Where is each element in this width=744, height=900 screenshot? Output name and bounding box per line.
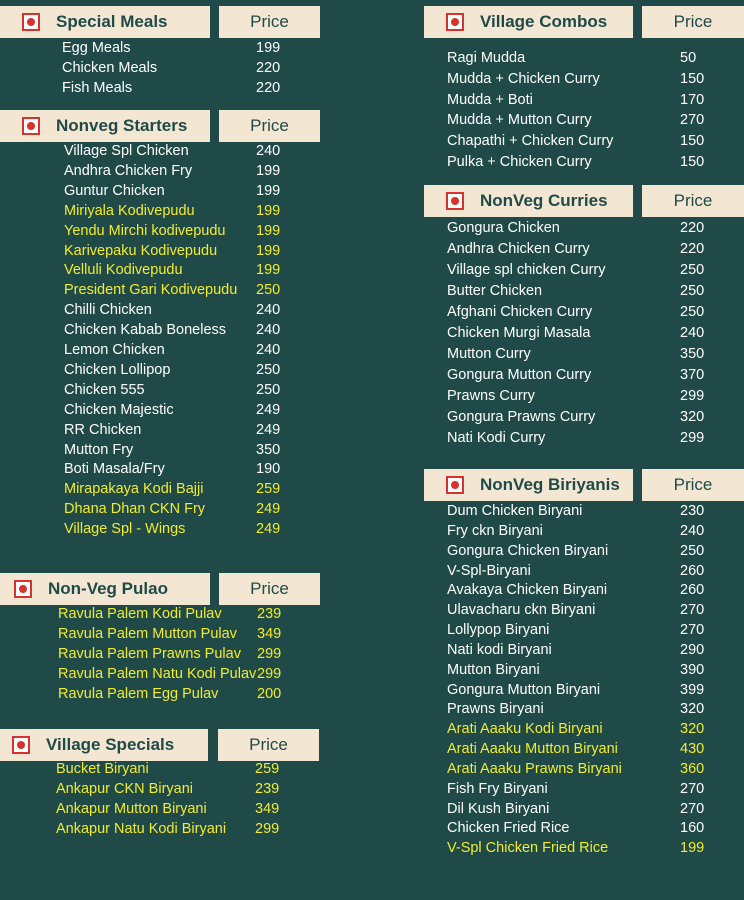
non-veg-symbol-icon bbox=[446, 13, 464, 31]
section-title: Village Combos bbox=[480, 12, 608, 31]
item-name: Dhana Dhan CKN Fry bbox=[64, 501, 206, 518]
item-price: 199 bbox=[256, 262, 281, 279]
item-price: 299 bbox=[255, 821, 280, 837]
item-name: Mutton Curry bbox=[447, 346, 531, 362]
non-veg-dot bbox=[451, 18, 459, 26]
item-name: Butter Chicken bbox=[447, 283, 543, 299]
item-price: 320 bbox=[680, 721, 705, 738]
item-name: Lollypop Biryani bbox=[447, 622, 550, 639]
item-price: 199 bbox=[256, 242, 281, 259]
item-name: Ravula Palem Egg Pulav bbox=[58, 686, 219, 702]
item-name: Gongura Chicken Biryani bbox=[447, 542, 609, 559]
item-price: 320 bbox=[680, 701, 705, 718]
item-name: Chicken Meals bbox=[62, 60, 158, 76]
item-price: 239 bbox=[257, 606, 282, 622]
item-price: 220 bbox=[256, 60, 281, 76]
section-header bbox=[0, 6, 744, 38]
item-price: 299 bbox=[680, 430, 705, 446]
item-price: 240 bbox=[256, 143, 281, 159]
item-price: 249 bbox=[256, 401, 281, 418]
price-column-header: Price bbox=[219, 573, 320, 605]
item-name: Village Spl - Wings bbox=[64, 521, 186, 538]
item-price: 249 bbox=[256, 421, 281, 438]
item-price: 250 bbox=[256, 282, 281, 299]
item-name: Prawns Biryani bbox=[447, 701, 544, 718]
non-veg-dot bbox=[451, 197, 459, 205]
item-price: 160 bbox=[680, 820, 705, 837]
item-price: 270 bbox=[680, 780, 705, 797]
item-name: Chicken Kabab Boneless bbox=[64, 322, 227, 339]
section-title-bar bbox=[0, 110, 210, 142]
item-name: Ankapur Natu Kodi Biryani bbox=[56, 821, 227, 837]
item-name: Fish Meals bbox=[62, 80, 133, 96]
section-title-bar bbox=[424, 185, 633, 217]
item-name: Dum Chicken Biryani bbox=[447, 503, 583, 519]
item-name: Velluli Kodivepudu bbox=[64, 262, 183, 279]
item-price: 240 bbox=[256, 322, 281, 339]
item-name: Mudda + Mutton Curry bbox=[447, 112, 592, 129]
item-name: Arati Aaaku Prawns Biryani bbox=[447, 760, 622, 777]
item-price: 249 bbox=[256, 521, 281, 538]
non-veg-symbol-icon bbox=[14, 580, 32, 598]
item-price: 240 bbox=[680, 522, 705, 539]
item-name: Guntur Chicken bbox=[64, 182, 165, 199]
non-veg-dot bbox=[27, 122, 35, 130]
item-price: 290 bbox=[680, 641, 705, 658]
item-price: 270 bbox=[680, 622, 705, 639]
section-title-bar bbox=[424, 6, 633, 38]
item-price: 349 bbox=[255, 801, 280, 817]
item-name: Boti Masala/Fry bbox=[64, 461, 165, 478]
section-title-bar bbox=[0, 573, 210, 605]
menu-section bbox=[0, 469, 744, 501]
item-name: Andhra Chicken Curry bbox=[447, 241, 590, 257]
price-column-header: Price bbox=[642, 185, 744, 217]
section-title: Non-Veg Pulao bbox=[48, 579, 168, 598]
item-price: 390 bbox=[680, 661, 705, 678]
section-header bbox=[0, 469, 744, 501]
section-header bbox=[0, 729, 744, 761]
item-price: 259 bbox=[256, 481, 281, 498]
item-price: 430 bbox=[680, 741, 705, 758]
item-name: Egg Meals bbox=[62, 40, 131, 56]
item-name: Andhra Chicken Fry bbox=[64, 162, 193, 179]
item-price: 360 bbox=[680, 760, 705, 777]
item-price: 199 bbox=[256, 182, 281, 199]
item-name: Chilli Chicken bbox=[64, 302, 152, 319]
item-price: 239 bbox=[255, 781, 280, 797]
item-name: Gongura Prawns Curry bbox=[447, 409, 596, 425]
item-name: V-Spl Chicken Fried Rice bbox=[447, 840, 609, 857]
section-header bbox=[0, 182, 744, 217]
item-price: 250 bbox=[680, 262, 705, 278]
item-name: Ravula Palem Kodi Pulav bbox=[58, 606, 222, 622]
item-price: 250 bbox=[256, 361, 281, 378]
item-name: Ravula Palem Natu Kodi Pulav bbox=[58, 666, 257, 682]
item-price: 170 bbox=[680, 91, 705, 108]
item-name: Gongura Mutton Biryani bbox=[447, 681, 601, 698]
item-price: 150 bbox=[680, 133, 705, 150]
item-name: Miriyala Kodivepudu bbox=[64, 202, 195, 219]
item-name: RR Chicken bbox=[64, 421, 142, 438]
item-price: 199 bbox=[256, 40, 281, 56]
item-name: Mirapakaya Kodi Bajji bbox=[64, 481, 204, 498]
item-name: Yendu Mirchi kodivepudu bbox=[64, 222, 226, 239]
menu-section bbox=[0, 573, 744, 605]
item-name: Arati Aaaku Kodi Biryani bbox=[447, 721, 603, 738]
item-price: 200 bbox=[257, 686, 282, 702]
item-price: 250 bbox=[680, 542, 705, 559]
section-title: Special Meals bbox=[56, 12, 168, 31]
item-price: 220 bbox=[680, 220, 705, 236]
item-price: 150 bbox=[680, 70, 705, 87]
item-name: Chapathi + Chicken Curry bbox=[447, 133, 614, 150]
item-price: 399 bbox=[680, 681, 705, 698]
item-price: 199 bbox=[256, 222, 281, 239]
item-name: Gongura Mutton Curry bbox=[447, 367, 592, 383]
item-name: Nati Kodi Curry bbox=[447, 430, 546, 446]
menu-section bbox=[0, 182, 744, 217]
item-price: 370 bbox=[680, 367, 705, 383]
section-title-bar bbox=[0, 729, 208, 761]
item-name: Village Spl Chicken bbox=[64, 143, 189, 159]
item-price: 230 bbox=[680, 503, 705, 519]
item-price: 250 bbox=[256, 381, 281, 398]
item-name: Mutton Biryani bbox=[447, 661, 540, 678]
non-veg-symbol-icon bbox=[446, 476, 464, 494]
item-price: 270 bbox=[680, 602, 705, 619]
item-price: 199 bbox=[256, 162, 281, 179]
item-name: Ragi Mudda bbox=[447, 50, 526, 66]
price-column-header: Price bbox=[642, 469, 744, 501]
menu-section bbox=[0, 729, 744, 761]
item-name: Lemon Chicken bbox=[64, 342, 165, 358]
item-price: 220 bbox=[680, 241, 705, 257]
item-name: Chicken Fried Rice bbox=[447, 820, 570, 837]
item-name: Pulka + Chicken Curry bbox=[447, 154, 592, 170]
item-price: 350 bbox=[680, 346, 705, 362]
item-price: 199 bbox=[256, 202, 281, 219]
section-header bbox=[0, 573, 744, 605]
price-column-header: Price bbox=[219, 110, 320, 142]
item-name: Bucket Biryani bbox=[56, 761, 149, 777]
item-name: Gongura Chicken bbox=[447, 220, 560, 236]
non-veg-dot bbox=[19, 585, 27, 593]
section-title: NonVeg Biriyanis bbox=[480, 475, 620, 494]
item-price: 260 bbox=[680, 582, 705, 599]
item-price: 220 bbox=[256, 80, 281, 96]
item-name: Mudda + Boti bbox=[447, 91, 533, 108]
item-name: Nati kodi Biryani bbox=[447, 641, 552, 658]
item-name: Arati Aaaku Mutton Biryani bbox=[447, 741, 618, 758]
section-title: Village Specials bbox=[46, 735, 175, 754]
item-price: 190 bbox=[256, 461, 281, 478]
item-name: Chicken Majestic bbox=[64, 401, 174, 418]
item-price: 299 bbox=[680, 388, 705, 404]
item-price: 249 bbox=[256, 501, 281, 518]
item-price: 270 bbox=[680, 112, 705, 129]
menu-section bbox=[0, 6, 744, 38]
item-name: President Gari Kodivepudu bbox=[64, 282, 238, 299]
item-price: 250 bbox=[680, 304, 705, 320]
item-price: 349 bbox=[257, 626, 282, 642]
item-name: Ankapur CKN Biryani bbox=[56, 781, 193, 797]
price-column-header: Price bbox=[642, 6, 744, 38]
item-price: 320 bbox=[680, 409, 705, 425]
item-price: 240 bbox=[680, 325, 705, 341]
non-veg-dot bbox=[451, 481, 459, 489]
item-price: 240 bbox=[256, 342, 281, 358]
item-price: 260 bbox=[680, 562, 705, 579]
item-name: Fry ckn Biryani bbox=[447, 522, 543, 539]
section-title: NonVeg Curries bbox=[480, 191, 608, 210]
item-price: 299 bbox=[257, 646, 282, 662]
non-veg-symbol-icon bbox=[22, 117, 40, 135]
price-column-header: Price bbox=[218, 729, 319, 761]
item-price: 199 bbox=[680, 840, 705, 857]
item-name: V-Spl-Biryani bbox=[447, 562, 531, 579]
item-name: Mutton Fry bbox=[64, 441, 134, 458]
item-name: Karivepaku Kodivepudu bbox=[64, 242, 218, 259]
item-name: Prawns Curry bbox=[447, 388, 535, 404]
item-price: 250 bbox=[680, 283, 705, 299]
item-name: Village spl chicken Curry bbox=[447, 262, 606, 278]
item-name: Mudda + Chicken Curry bbox=[447, 70, 600, 87]
item-price: 240 bbox=[256, 302, 281, 319]
price-column-header: Price bbox=[219, 6, 320, 38]
non-veg-dot bbox=[17, 741, 25, 749]
item-name: Ravula Palem Prawns Pulav bbox=[58, 646, 241, 662]
item-name: Chicken 555 bbox=[64, 381, 145, 398]
item-name: Fish Fry Biryani bbox=[447, 780, 548, 797]
item-price: 270 bbox=[680, 800, 705, 817]
menu-section bbox=[0, 110, 744, 142]
item-price: 150 bbox=[680, 154, 705, 170]
section-header bbox=[0, 110, 744, 142]
item-name: Afghani Chicken Curry bbox=[447, 304, 593, 320]
item-name: Ravula Palem Mutton Pulav bbox=[58, 626, 237, 642]
section-title-bar bbox=[424, 469, 633, 501]
item-name: Avakaya Chicken Biryani bbox=[447, 582, 608, 599]
non-veg-symbol-icon bbox=[446, 192, 464, 210]
item-price: 299 bbox=[257, 666, 282, 682]
item-name: Dil Kush Biryani bbox=[447, 800, 550, 817]
item-name: Ankapur Mutton Biryani bbox=[56, 801, 207, 817]
non-veg-symbol-icon bbox=[12, 736, 30, 754]
item-price: 350 bbox=[256, 441, 281, 458]
section-title: Nonveg Starters bbox=[56, 116, 188, 135]
item-price: 50 bbox=[680, 50, 697, 66]
item-name: Ulavacharu ckn Biryani bbox=[447, 602, 596, 619]
item-price: 259 bbox=[255, 761, 280, 777]
item-name: Chicken Murgi Masala bbox=[447, 325, 591, 341]
item-name: Chicken Lollipop bbox=[64, 361, 171, 378]
